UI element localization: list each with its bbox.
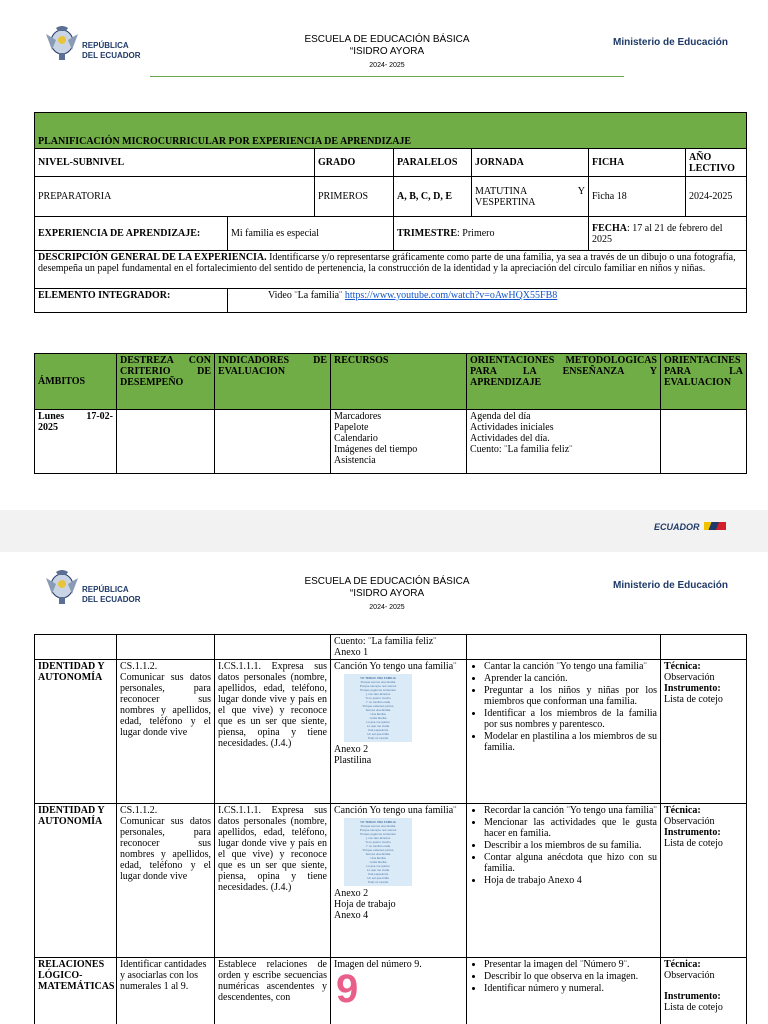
- value-trimestre: : Primero: [457, 228, 495, 239]
- header-recursos: RECURSOS: [331, 354, 467, 410]
- descripcion-cell: [35, 251, 747, 289]
- school-line-1: ESCUELA DE EDUCACIÓN BÁSICA: [304, 34, 470, 45]
- song-line: Yo lo quiero mucho: [365, 696, 391, 700]
- song-line: Porque somos una familia: [360, 824, 396, 828]
- row2-ambito: IDENTIDAD Y AUTONOMÍA: [35, 804, 117, 958]
- list-item: Imágenes del tiempo: [334, 444, 418, 455]
- song-line: Porque jugamos contentos: [360, 688, 396, 692]
- row2-orientaciones: [467, 804, 661, 958]
- song-line: Porque jugamos contentos: [360, 832, 396, 836]
- song-line: Todo mi mundo: [367, 736, 389, 740]
- list-item: Marcadores: [334, 411, 382, 422]
- ministry-label: Ministerio de Educación: [613, 580, 729, 591]
- value-elemento: Video ¨La familia¨: [268, 290, 345, 301]
- row3-orientaciones: [467, 958, 661, 1024]
- instrumento-label: Instrumento:: [664, 683, 721, 694]
- row2-indicador: I.CS.1.1.1. Expresa sus datos personales (nombre, apellidos, edad, teléfono, lugar donde vive y país en el que vive) y reconoce que es un ser que siente, piensa, opina y tiene necesidades. (J.4.): [215, 804, 331, 958]
- list-item: • Describir lo que observa en la imagen.: [484, 971, 657, 982]
- school-line-2: “ISIDRO AYORA: [349, 588, 425, 599]
- country-line-2: DEL ECUADOR: [82, 595, 141, 604]
- table-cell: [35, 635, 117, 660]
- song-line: Y no cambio nada: [365, 700, 391, 704]
- country-line-1: REPÚBLICA: [82, 585, 129, 594]
- ministry-label: Ministerio de Educación: [613, 37, 729, 48]
- footer-brand: ECUADOR: [654, 522, 700, 532]
- list-item: • Preguntar a los niños y niñas por los miembros que conforman una familia.: [484, 685, 657, 707]
- school-line-1: ESCUELA DE EDUCACIÓN BÁSICA: [304, 576, 470, 587]
- song-line: Una esperanza: [367, 728, 389, 732]
- header-ambitos: ÁMBITOS: [35, 354, 117, 410]
- song-line: Linda familia: [369, 860, 387, 864]
- song-line: Lo que me quiero: [366, 720, 390, 724]
- school-name: [150, 576, 624, 614]
- list-item: Anexo 1: [334, 647, 369, 658]
- song-line: Lo que me cuida: [366, 868, 390, 872]
- song-line: Una familia: [370, 856, 386, 860]
- table-cell: [661, 635, 747, 660]
- row3-recursos: [331, 958, 467, 1024]
- ecuador-footer-logo: [654, 517, 726, 535]
- country-name: [82, 41, 141, 61]
- orientaciones-list: [470, 661, 657, 753]
- tecnica-label: Técnica:: [664, 805, 701, 816]
- elemento-cell: [228, 289, 747, 313]
- label-jornada: JORNADA: [472, 149, 589, 177]
- row3-destreza: Identificar cantidades y asociarlas con los numerales 1 al 9.: [117, 958, 215, 1024]
- song-line: Yo lo quiero mucho: [365, 840, 391, 844]
- table-cell: [467, 635, 661, 660]
- row2-evaluacion: [661, 804, 747, 958]
- page-header: [0, 0, 768, 90]
- label-grado: GRADO: [315, 149, 394, 177]
- destreza-text: Comunicar sus datos personales, para reconocer sus nombres y apellidos, edad, teléfono y el lugar donde vive: [120, 672, 211, 738]
- country-name: [82, 585, 141, 605]
- document-page-2: [0, 552, 768, 1024]
- song-line: Un sol que brilla: [367, 732, 389, 736]
- song-image: [344, 818, 412, 886]
- list-item: • Modelar en plastilina a los miembros de su familia.: [484, 731, 657, 753]
- value-experiencia: Mi familia es especial: [228, 217, 394, 251]
- song-line: Lo que me cuida: [366, 724, 390, 728]
- monday-destreza: [117, 410, 215, 474]
- row1-recursos: [331, 660, 467, 804]
- activities-table-continued: [34, 634, 747, 1024]
- song-line: Todo mi mundo: [367, 880, 389, 884]
- ecuador-coat-of-arms-icon: [42, 568, 82, 606]
- ecuador-flag-stripes-icon: [704, 522, 726, 530]
- song-line: Lo que me quiero: [366, 864, 390, 868]
- list-item: • Presentar la imagen del ¨Número 9¨.: [484, 959, 657, 970]
- list-item: Cuento: ¨La familia feliz¨: [334, 636, 437, 647]
- value-ficha: Ficha 18: [589, 177, 686, 217]
- list-item: Cuento: ¨La familia feliz¨: [470, 444, 573, 455]
- recurso-title: Canción Yo tengo una familia¨: [334, 661, 457, 672]
- list-item: • Identificar número y numeral.: [484, 983, 657, 994]
- planning-title: PLANIFICACIÓN MICROCURRICULAR POR EXPERIENCIA DE APRENDIZAJE: [35, 113, 747, 149]
- country-line-2: DEL ECUADOR: [82, 51, 141, 60]
- destreza-code: CS.1.1.2.: [120, 805, 158, 816]
- header-indicadores: INDICADORES DE EVALUACION: [215, 354, 331, 410]
- row1-destreza: [117, 660, 215, 804]
- list-item: Asistencia: [334, 455, 376, 466]
- list-item: • Recordar la canción ¨Yo tengo una familia¨: [484, 805, 657, 816]
- song-line: Porque siempre nos vamos: [359, 828, 397, 832]
- song-line: Linda familia: [369, 716, 387, 720]
- list-item: • Describir a los miembros de su familia.: [484, 840, 657, 851]
- instrumento-label: Instrumento:: [664, 991, 721, 1002]
- label-ficha: FICHA: [589, 149, 686, 177]
- song-line: Porque estamos juntos: [362, 704, 394, 708]
- trimestre-cell: [394, 217, 589, 251]
- header-evaluacion: ORIENTACINES PARA LA EVALUACION: [661, 354, 747, 410]
- page-header: [0, 552, 768, 642]
- list-item: Anexo 4: [334, 910, 369, 921]
- label-elemento: ELEMENTO INTEGRADOR:: [35, 289, 228, 313]
- row2-recursos: [331, 804, 467, 958]
- label-paralelos: PARALELOS: [394, 149, 472, 177]
- orientaciones-list: [470, 959, 657, 994]
- song-title: YO TENGO UNA FAMILIA: [360, 676, 396, 680]
- recurso-title: Canción Yo tengo una familia¨: [334, 805, 457, 816]
- song-line: y nos dan abrazos: [365, 692, 391, 696]
- school-line-2: “ISIDRO AYORA: [349, 46, 425, 57]
- value-fecha: : 17 al 21 de febrero del 2025: [592, 222, 723, 245]
- monday-day: Lunes 17-02-2025: [35, 410, 117, 474]
- tecnica-label: Técnica:: [664, 661, 701, 672]
- document-page-1: [0, 0, 768, 510]
- planning-table: [34, 112, 747, 313]
- table-cell: [215, 635, 331, 660]
- label-experiencia: EXPERIENCIA DE APRENDIZAJE:: [35, 217, 228, 251]
- label-descripcion: DESCRIPCIÓN GENERAL DE LA EXPERIENCIA.: [38, 252, 267, 263]
- list-item: Plastilina: [334, 755, 372, 766]
- label-fecha: FECHA: [592, 222, 627, 234]
- monday-orientaciones: [467, 410, 661, 474]
- monday-evaluacion: [661, 410, 747, 474]
- destreza-code: CS.1.1.2.: [120, 661, 158, 672]
- song-line: Una familia: [370, 712, 386, 716]
- value-grado: PRIMEROS: [315, 177, 394, 217]
- value-paralelos: A, B, C, D, E: [394, 177, 472, 217]
- table-cell: [117, 635, 215, 660]
- list-item: Actividades del día.: [470, 433, 550, 444]
- list-item: Calendario: [334, 433, 378, 444]
- value-anio-lectivo: 2024-2025: [686, 177, 747, 217]
- row3-ambito: RELACIONES LÓGICO-MATEMÁTICAS: [35, 958, 117, 1024]
- song-line: Somos una familia: [365, 852, 391, 856]
- video-link[interactable]: https://www.youtube.com/watch?v=oAwHQX55FB8: [344, 290, 558, 301]
- list-item: Hoja de trabajo: [334, 899, 396, 910]
- row3-indicador: Establece relaciones de orden y escribe secuencias numéricas ascendentes y descendentes, con: [215, 958, 331, 1024]
- country-line-1: REPÚBLICA: [82, 41, 129, 50]
- recurso-title: Imagen del número 9.: [334, 959, 422, 970]
- list-item: • Identificar a los miembros de la familia por sus nombres y parentesco.: [484, 708, 657, 730]
- list-item: Anexo 2: [334, 888, 369, 899]
- song-line: Un sol que brilla: [367, 876, 389, 880]
- list-item: • Contar alguna anécdota que hizo con su familia.: [484, 852, 657, 874]
- number-nine-image: 9: [336, 967, 359, 1011]
- list-item: • Aprender la canción.: [484, 673, 657, 684]
- row1-orientaciones: [467, 660, 661, 804]
- top-recursos: [331, 635, 467, 660]
- song-line: Porque estamos juntos: [362, 848, 394, 852]
- orientaciones-list: [470, 805, 657, 886]
- list-item: Actividades iniciales: [470, 422, 554, 433]
- value-nivel: PREPARATORIA: [35, 177, 315, 217]
- tecnica-value: Observación: [664, 970, 715, 981]
- song-line: Una esperanza: [367, 872, 389, 876]
- list-item: • Mencionar las actividades que le gusta hacer en familia.: [484, 817, 657, 839]
- list-item: Agenda del día: [470, 411, 531, 422]
- school-name: [150, 34, 624, 72]
- song-line: Porque siempre nos vamos: [359, 684, 397, 688]
- monday-recursos: [331, 410, 467, 474]
- row1-ambito: IDENTIDAD Y AUTONOMÍA: [35, 660, 117, 804]
- instrumento-value: Lista de cotejo: [664, 838, 723, 849]
- tecnica-value: Observación: [664, 672, 715, 683]
- tecnica-value: Observación: [664, 816, 715, 827]
- school-year: 2024- 2025: [369, 62, 405, 69]
- song-title: YO TENGO UNA FAMILIA: [360, 820, 396, 824]
- song-line: Somos una familia: [365, 708, 391, 712]
- song-line: Porque somos una familia: [360, 680, 396, 684]
- list-item: • Cantar la canción ¨Yo tengo una familia¨: [484, 661, 657, 672]
- header-divider: [150, 76, 624, 77]
- header-destreza: DESTREZA CON CRITERIO DE DESEMPEÑO: [117, 354, 215, 410]
- list-item: Anexo 2: [334, 744, 369, 755]
- list-item: • Hoja de trabajo Anexo 4: [484, 875, 657, 886]
- row1-indicador: I.CS.1.1.1. Expresa sus datos personales (nombre, apellidos, edad, teléfono, lugar donde vive y país en el que vive) y reconoce que es un ser que siente, piensa, opina y tiene necesidades. (J.4.): [215, 660, 331, 804]
- label-trimestre: TRIMESTRE: [397, 228, 458, 239]
- row3-evaluacion: [661, 958, 747, 1024]
- instrumento-value: Lista de cotejo: [664, 694, 723, 705]
- ecuador-coat-of-arms-icon: [42, 24, 82, 62]
- song-line: Y no cambio nada: [365, 844, 391, 848]
- activities-table: [34, 353, 747, 474]
- row2-destreza: [117, 804, 215, 958]
- list-item: Papelote: [334, 422, 369, 433]
- header-orientaciones: ORIENTACIONES METODOLOGICAS PARA LA ENSEÑANZA Y APRENDIZAJE: [467, 354, 661, 410]
- fecha-cell: [589, 217, 747, 251]
- instrumento-label: Instrumento:: [664, 827, 721, 838]
- row1-evaluacion: [661, 660, 747, 804]
- song-image: [344, 674, 412, 742]
- tecnica-label: Técnica:: [664, 959, 701, 970]
- instrumento-value: Lista de cotejo: [664, 1002, 723, 1013]
- label-anio-lectivo: AÑO LECTIVO: [686, 149, 747, 177]
- monday-indicador: [215, 410, 331, 474]
- value-descripcion: Identificarse y/o representarse gráficamente como parte de una familia, ya sea a través de un dibujo o una fotografía, desempeña un papel fundamental en el fortalecimiento del sentido de pertenencia, la construcción de la identidad y la apreciación del círculo familiar en niños y niñas.: [38, 252, 736, 274]
- destreza-text: Comunicar sus datos personales, para reconocer sus nombres y apellidos, edad, teléfono y el lugar donde vive: [120, 816, 211, 882]
- song-line: y nos dan abrazos: [365, 836, 391, 840]
- school-year: 2024- 2025: [369, 604, 405, 611]
- value-jornada: MATUTINA Y VESPERTINA: [472, 177, 589, 217]
- label-nivel: NIVEL-SUBNIVEL: [35, 149, 315, 177]
